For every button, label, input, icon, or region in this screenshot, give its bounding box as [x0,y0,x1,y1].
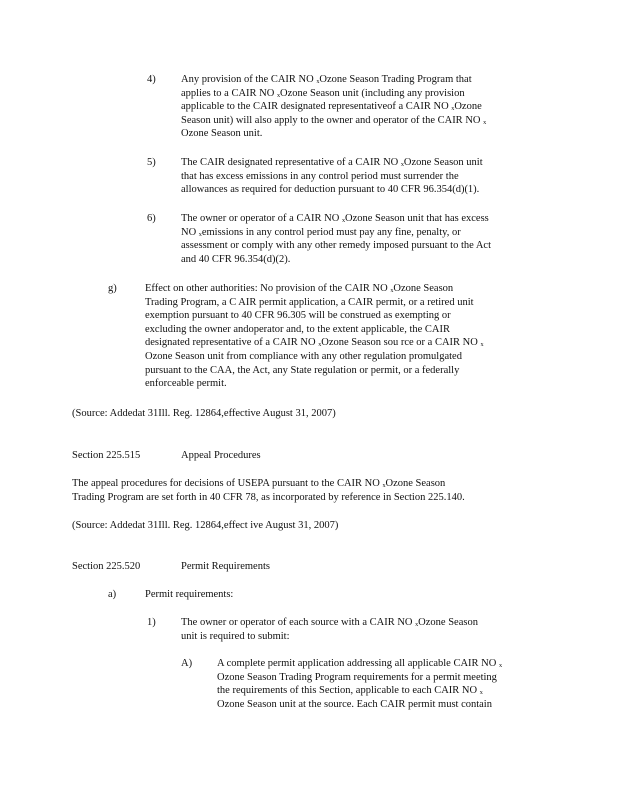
text-line: Ozone Season Trading Program requirements for a permit meeting [217,671,497,683]
text-line: and 40 CFR 96.354(d)(2). [181,253,291,265]
text-line: unit is required to submit: [181,630,290,642]
item-text [145,282,530,391]
text-line: Season unit) will also apply to the owner and operator of the CAIR NO ₓ [181,114,487,126]
text-line: The owner or operator of each source with a CAIR NO ₓOzone Season [181,617,478,628]
item-text [181,212,526,266]
section-paragraph [72,477,532,504]
section-number: Section 225.520 [72,561,141,572]
text-line: Effect on other authorities: No provision of the CAIR NO ₓOzone Season [145,283,454,294]
source-note: (Source: Addedat 31Ill. Reg. 12864,effective August 31, 2007) [72,408,336,419]
text-line: A complete permit application addressing all applicable CAIR NO ₓ [217,658,503,669]
section-title: Permit Requirements [181,561,270,572]
text-line: Ozone Season unit from compliance with any other regulation promulgated [145,350,462,362]
item-text: Permit requirements: [145,589,234,600]
item-number: g) [108,283,117,294]
text-line: that has excess emissions in any control period must surrender the [181,170,459,182]
item-text [181,73,526,141]
text-line: applies to a CAIR NO ₓOzone Season unit (including any provision [181,87,465,99]
text-line: exemption pursuant to 40 CFR 96.305 will be construed as exempting or [145,310,451,322]
source-note: (Source: Addedat 31Ill. Reg. 12864,effect ive August 31, 2007) [72,520,339,531]
item-number: 4) [147,74,156,85]
text-line: the requirements of this Section, applicable to each CAIR NO ₓ [217,685,483,697]
text-line: Any provision of the CAIR NO ₓOzone Season Trading Program that [181,74,472,85]
text-line: enforceable permit. [145,378,227,390]
text-line: applicable to the CAIR designated representativeof a CAIR NO ₓOzone [181,101,482,113]
item-number: 6) [147,213,156,224]
text-line: The appeal procedures for decisions of USEPA pursuant to the CAIR NO ₓOzone Season [72,478,446,489]
text-line: excluding the owner andoperator and, to the extent applicable, the CAIR [145,323,450,335]
section-title: Appeal Procedures [181,450,261,461]
text-line: designated representative of a CAIR NO ₓOzone Season sou rce or a CAIR NO ₓ [145,337,484,349]
text-line: pursuant to the CAA, the Act, any State regulation or permit, or a federally [145,364,460,376]
item-number: 5) [147,157,156,168]
item-number: A) [181,658,193,669]
item-text [181,156,526,197]
text-line: Ozone Season unit at the source. Each CAIR permit must contain [217,698,492,710]
text-line: NO ₓemissions in any control period must pay any fine, penalty, or [181,226,461,238]
text-line: Ozone Season unit. [181,128,263,140]
item-number: 1) [147,617,156,628]
text-line: Trading Program are set forth in 40 CFR 78, as incorporated by reference in Section 225.140. [72,491,465,503]
text-line: allowances as required for deduction pursuant to 40 CFR 96.354(d)(1). [181,184,480,196]
text-line: The CAIR designated representative of a CAIR NO ₓOzone Season unit [181,157,483,168]
text-line: The owner or operator of a CAIR NO ₓOzone Season unit that has excess [181,213,489,224]
item-number: a) [108,589,117,600]
text-line: Trading Program, a C AIR permit application, a CAIR permit, or a retired unit [145,296,474,308]
item-text [181,616,526,643]
section-number: Section 225.515 [72,450,141,461]
text-line: assessment or comply with any other remedy imposed pursuant to the Act [181,240,491,252]
item-text [217,657,537,711]
